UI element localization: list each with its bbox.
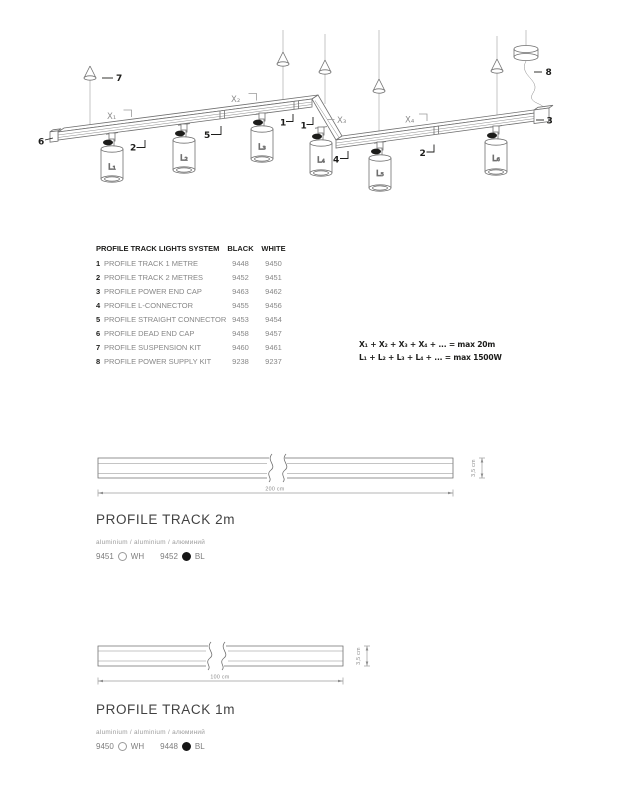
callout-track-2m-left: 2 — [130, 143, 137, 154]
product-variants — [96, 742, 235, 751]
row-white-code: 9451 — [265, 272, 282, 282]
callout-dead-end-cap: 6 — [38, 137, 45, 148]
row-number: 7 — [96, 343, 101, 353]
table-row — [96, 313, 292, 327]
segment-label-x3: X₃ — [337, 116, 347, 126]
spotlight-l4 — [310, 127, 332, 177]
row-black-code: 9460 — [232, 343, 249, 353]
segment-label-x4: X₄ — [405, 115, 415, 126]
row-black-code: 9453 — [232, 315, 249, 325]
black-variant-code: 9452 — [160, 552, 178, 561]
black-variant-label: BL — [194, 552, 205, 561]
product-table — [96, 242, 292, 370]
callout-straight-connector: 5 — [204, 131, 211, 141]
break-mark — [269, 454, 273, 482]
row-white-code: 9237 — [265, 357, 282, 367]
light-label-l2: L₂ — [180, 153, 188, 163]
suspension-cone — [84, 66, 96, 128]
row-black-code: 9458 — [232, 329, 249, 339]
row-black-code: 9452 — [232, 272, 249, 282]
spotlight-l3 — [251, 113, 273, 163]
length-dimension — [98, 487, 453, 497]
height-dim-label: 3,5 cm — [356, 647, 362, 665]
light-label-l1: L₁ — [108, 162, 116, 172]
black-swatch — [182, 552, 191, 561]
spotlight-l1 — [101, 133, 123, 183]
row-name: PROFILE DEAD END CAP — [104, 329, 195, 339]
power-supply-box — [514, 46, 543, 110]
row-white-code: 9450 — [265, 258, 282, 268]
height-dimension — [356, 646, 370, 666]
row-white-code: 9462 — [265, 286, 282, 296]
height-dim-label: 3,5 cm — [471, 459, 477, 477]
row-number: 4 — [96, 300, 101, 310]
table-row — [96, 341, 292, 355]
row-name: PROFILE STRAIGHT CONNECTOR — [104, 315, 227, 325]
suspension-cone — [319, 60, 331, 104]
row-black-code: 9455 — [232, 300, 249, 310]
light-label-l5: L₅ — [376, 169, 384, 178]
row-white-code: 9461 — [265, 343, 282, 353]
profile-bar-2m — [98, 454, 453, 482]
callout-power-supply: 8 — [545, 68, 552, 78]
spotlight-l2 — [173, 124, 195, 174]
callout-power-end-cap: 3 — [546, 116, 553, 127]
white-swatch — [118, 742, 127, 751]
table-row — [96, 271, 292, 285]
black-variant-label: BL — [194, 742, 205, 751]
spotlight-l6 — [485, 126, 507, 176]
row-name: PROFILE SUSPENSION KIT — [104, 343, 202, 353]
table-row — [96, 299, 292, 313]
suspension-cone — [277, 52, 289, 103]
white-variant-code: 9450 — [96, 742, 114, 751]
system-limits — [359, 338, 502, 364]
table-row — [96, 355, 292, 369]
row-number: 3 — [96, 286, 101, 296]
length-dim-label: 200 cm — [265, 486, 285, 493]
column-white: WHITE — [261, 244, 286, 253]
row-number: 6 — [96, 329, 101, 339]
row-number: 5 — [96, 315, 101, 325]
product-variants — [96, 552, 235, 561]
height-dimension — [471, 458, 485, 478]
table-title: PROFILE TRACK LIGHTS SYSTEM — [96, 244, 220, 253]
product-materials: aluminium / aluminium / алюминий — [96, 729, 206, 736]
white-swatch — [118, 552, 127, 561]
row-white-code: 9454 — [265, 315, 282, 325]
row-name: PROFILE POWER SUPPLY KIT — [104, 357, 212, 367]
row-black-code: 9448 — [232, 258, 249, 268]
length-dim-label: 100 cm — [210, 674, 230, 681]
max-power-formula: L₁ + L₂ + L₃ + L₄ + ... = max 1500W — [359, 353, 502, 362]
track-system-diagram — [0, 0, 622, 235]
light-label-l3: L₃ — [258, 142, 266, 152]
row-number: 1 — [96, 258, 101, 268]
product-info-2m — [96, 513, 235, 561]
track-rail-left — [58, 95, 318, 140]
segment-label-x2: X₂ — [231, 95, 241, 105]
black-variant-code: 9448 — [160, 742, 178, 751]
product-materials: aluminium / aluminium / алюминий — [96, 539, 206, 546]
light-label-l6: L₆ — [492, 154, 500, 163]
row-number: 8 — [96, 357, 101, 367]
row-name: PROFILE POWER END CAP — [104, 286, 202, 296]
row-number: 2 — [96, 272, 101, 282]
white-variant-code: 9451 — [96, 552, 114, 561]
black-swatch — [182, 742, 191, 751]
table-row — [96, 257, 292, 271]
light-label-l4: L₄ — [317, 155, 325, 165]
white-variant-label: WH — [130, 742, 145, 751]
callout-suspension: 7 — [116, 74, 123, 84]
track-1m-dimension-drawing — [90, 640, 390, 690]
row-white-code: 9457 — [265, 329, 282, 339]
suspension-cone — [491, 59, 503, 118]
table-row — [96, 285, 292, 299]
segment-label-x1: X₁ — [107, 112, 117, 122]
track-2m-dimension-drawing — [90, 450, 495, 500]
row-white-code: 9456 — [265, 300, 282, 310]
profile-bar-1m — [98, 642, 343, 670]
row-black-code: 9238 — [232, 357, 249, 367]
row-name: PROFILE L-CONNECTOR — [104, 300, 194, 310]
track-rail-right — [336, 109, 541, 148]
table-header — [96, 242, 292, 257]
callout-l-connector: 4 — [333, 155, 340, 166]
row-name: PROFILE TRACK 2 METRES — [104, 272, 204, 282]
callout-track-1m-a: 1 — [280, 118, 287, 129]
length-dimension — [98, 675, 343, 685]
row-name: PROFILE TRACK 1 METRE — [104, 258, 199, 268]
callout-track-1m-b: 1 — [300, 121, 307, 132]
break-mark — [208, 642, 212, 670]
row-black-code: 9463 — [232, 286, 249, 296]
table-row — [96, 327, 292, 341]
max-length-formula: X₁ + X₂ + X₃ + X₄ + ... = max 20m — [359, 340, 496, 349]
column-black: BLACK — [227, 244, 254, 253]
spotlight-l5 — [369, 142, 391, 192]
white-variant-label: WH — [130, 552, 145, 561]
power-supply-wire — [524, 61, 543, 109]
suspension-cone — [373, 79, 385, 135]
callout-track-2m-right: 2 — [419, 149, 426, 159]
product-title: PROFILE TRACK 1m — [96, 702, 236, 717]
product-info-1m — [96, 703, 235, 751]
product-title: PROFILE TRACK 2m — [96, 512, 236, 527]
